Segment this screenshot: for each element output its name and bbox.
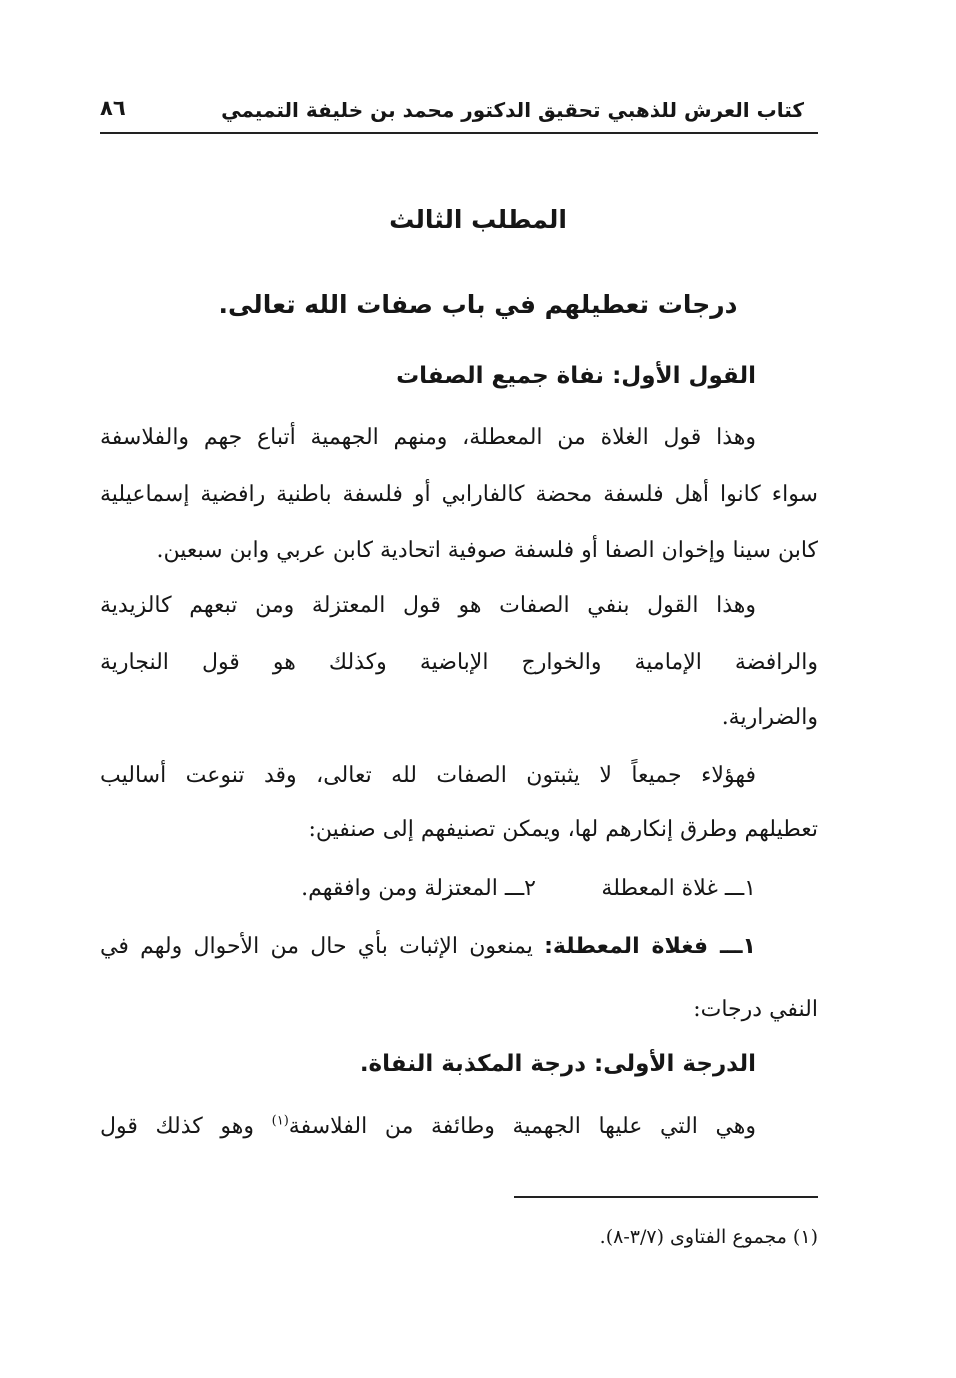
- paragraph-line: سواء كانوا أهل فلسفة محضة كالفارابي أو فلسفة باطنية رافضية إسماعيلية: [100, 482, 818, 507]
- paragraph-line: [100, 930, 818, 964]
- paragraph-line: النفي درجات:: [693, 997, 818, 1022]
- paragraph-text: يمنعون الإثبات بأي حال من الأحوال ولهم في: [100, 934, 545, 959]
- paragraph-line: وهذا القول بنفي الصفات هو قول المعتزلة ومن تبعهم كالزيدية: [100, 593, 756, 618]
- footnote-marker: (١): [271, 1113, 289, 1129]
- running-title: كتاب العرش للذهبي تحقيق الدكتور محمد بن خليفة التميمي: [221, 98, 804, 122]
- page-number: ٨٦: [100, 96, 126, 120]
- section-title: المطلب الثالث: [389, 205, 567, 234]
- paragraph-line: فهؤلاء جميعاً لا يثبتون الصفات لله تعالى، وقد تنوعت أساليب: [100, 763, 756, 788]
- paragraph-line: تعطيلهم وطرق إنكارهم لها، ويمكن تصنيفهم إلى صنفين:: [308, 817, 818, 842]
- paragraph-text: وهي التي عليها الجهمية وطائفة من الفلاسفة: [288, 1114, 757, 1139]
- paragraph-line: كابن سينا وإخوان الصفا أو فلسفة صوفية اتحادية كابن عربي وابن سبعين.: [156, 538, 818, 563]
- paragraph-text: وهو كذلك قول: [100, 1114, 272, 1139]
- footnote: (١) مجموع الفتاوى (٣/٧-٨).: [599, 1226, 818, 1248]
- category-item: ٢ـــ المعتزلة ومن وافقهم.: [301, 876, 536, 901]
- paragraph-line: وهذا قول الغلاة من المعطلة، ومنهم الجهمية أتباع جهم والفلاسفة: [100, 425, 756, 450]
- paragraph-line: [100, 1110, 818, 1144]
- footnote-divider: [514, 1196, 818, 1198]
- paragraph-line: والرافضة الإمامية والخوارج الإباضية وكذلك هو قول النجارية: [100, 650, 818, 675]
- category-item: ١ـــ غلاة المعطلة: [601, 876, 756, 901]
- degree-one-heading: الدرجة الأولى: درجة المكذبة النفاة.: [359, 1051, 756, 1077]
- section-subtitle: درجات تعطيلهم في باب صفات الله تعالى.: [218, 290, 738, 319]
- category-lead: ١ـــ فغلاة المعطلة:: [544, 934, 756, 959]
- page-header: [100, 94, 818, 134]
- paragraph-line: والضرارية.: [721, 705, 818, 730]
- first-view-heading: القول الأول: نفاة جميع الصفات: [396, 363, 756, 389]
- header-divider: [100, 132, 818, 134]
